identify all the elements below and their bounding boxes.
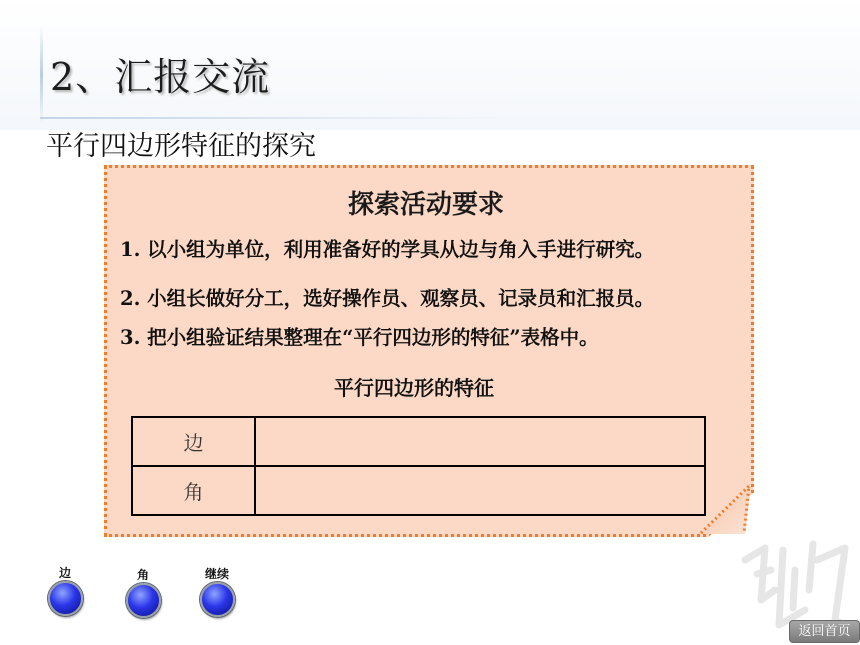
requirement-2: 2. 小组长做好分工，选好操作员、观察员、记录员和汇报员。 — [120, 287, 655, 310]
slide-subtitle: 平行四边形特征的探究 — [46, 131, 316, 162]
row-label-angle: 角 — [132, 466, 255, 515]
requirement-3: 3. 把小组验证结果整理在“平行四边形的特征”表格中。 — [120, 326, 599, 349]
card-title: 探索活动要求 — [347, 190, 504, 220]
blue-ball-icon[interactable] — [126, 583, 161, 618]
angle-button[interactable] — [125, 567, 161, 618]
requirement-1: 1. 以小组为单位，利用准备好的学具从边与角入手进行研究。 — [120, 238, 655, 261]
header-underline — [40, 117, 510, 119]
home-button[interactable]: 返回首页 — [789, 620, 860, 643]
row-value-angle[interactable] — [255, 466, 705, 515]
table-row-edge — [132, 417, 705, 466]
row-value-edge[interactable] — [255, 417, 705, 466]
continue-button-label: 继续 — [204, 567, 229, 581]
slide-title: 2、汇报交流 — [50, 55, 271, 99]
edge-button-label: 边 — [58, 566, 71, 580]
blue-ball-icon[interactable] — [200, 582, 235, 617]
continue-button[interactable] — [199, 566, 235, 617]
table-caption: 平行四边形的特征 — [334, 376, 494, 400]
edge-button[interactable] — [47, 565, 83, 616]
blue-ball-icon[interactable] — [48, 581, 83, 616]
header-left-rule — [40, 26, 43, 124]
angle-button-label: 角 — [136, 568, 149, 582]
feature-table — [131, 416, 706, 516]
card-fold-outline — [700, 484, 750, 534]
table-row-angle — [132, 466, 705, 515]
row-label-edge: 边 — [132, 417, 255, 466]
